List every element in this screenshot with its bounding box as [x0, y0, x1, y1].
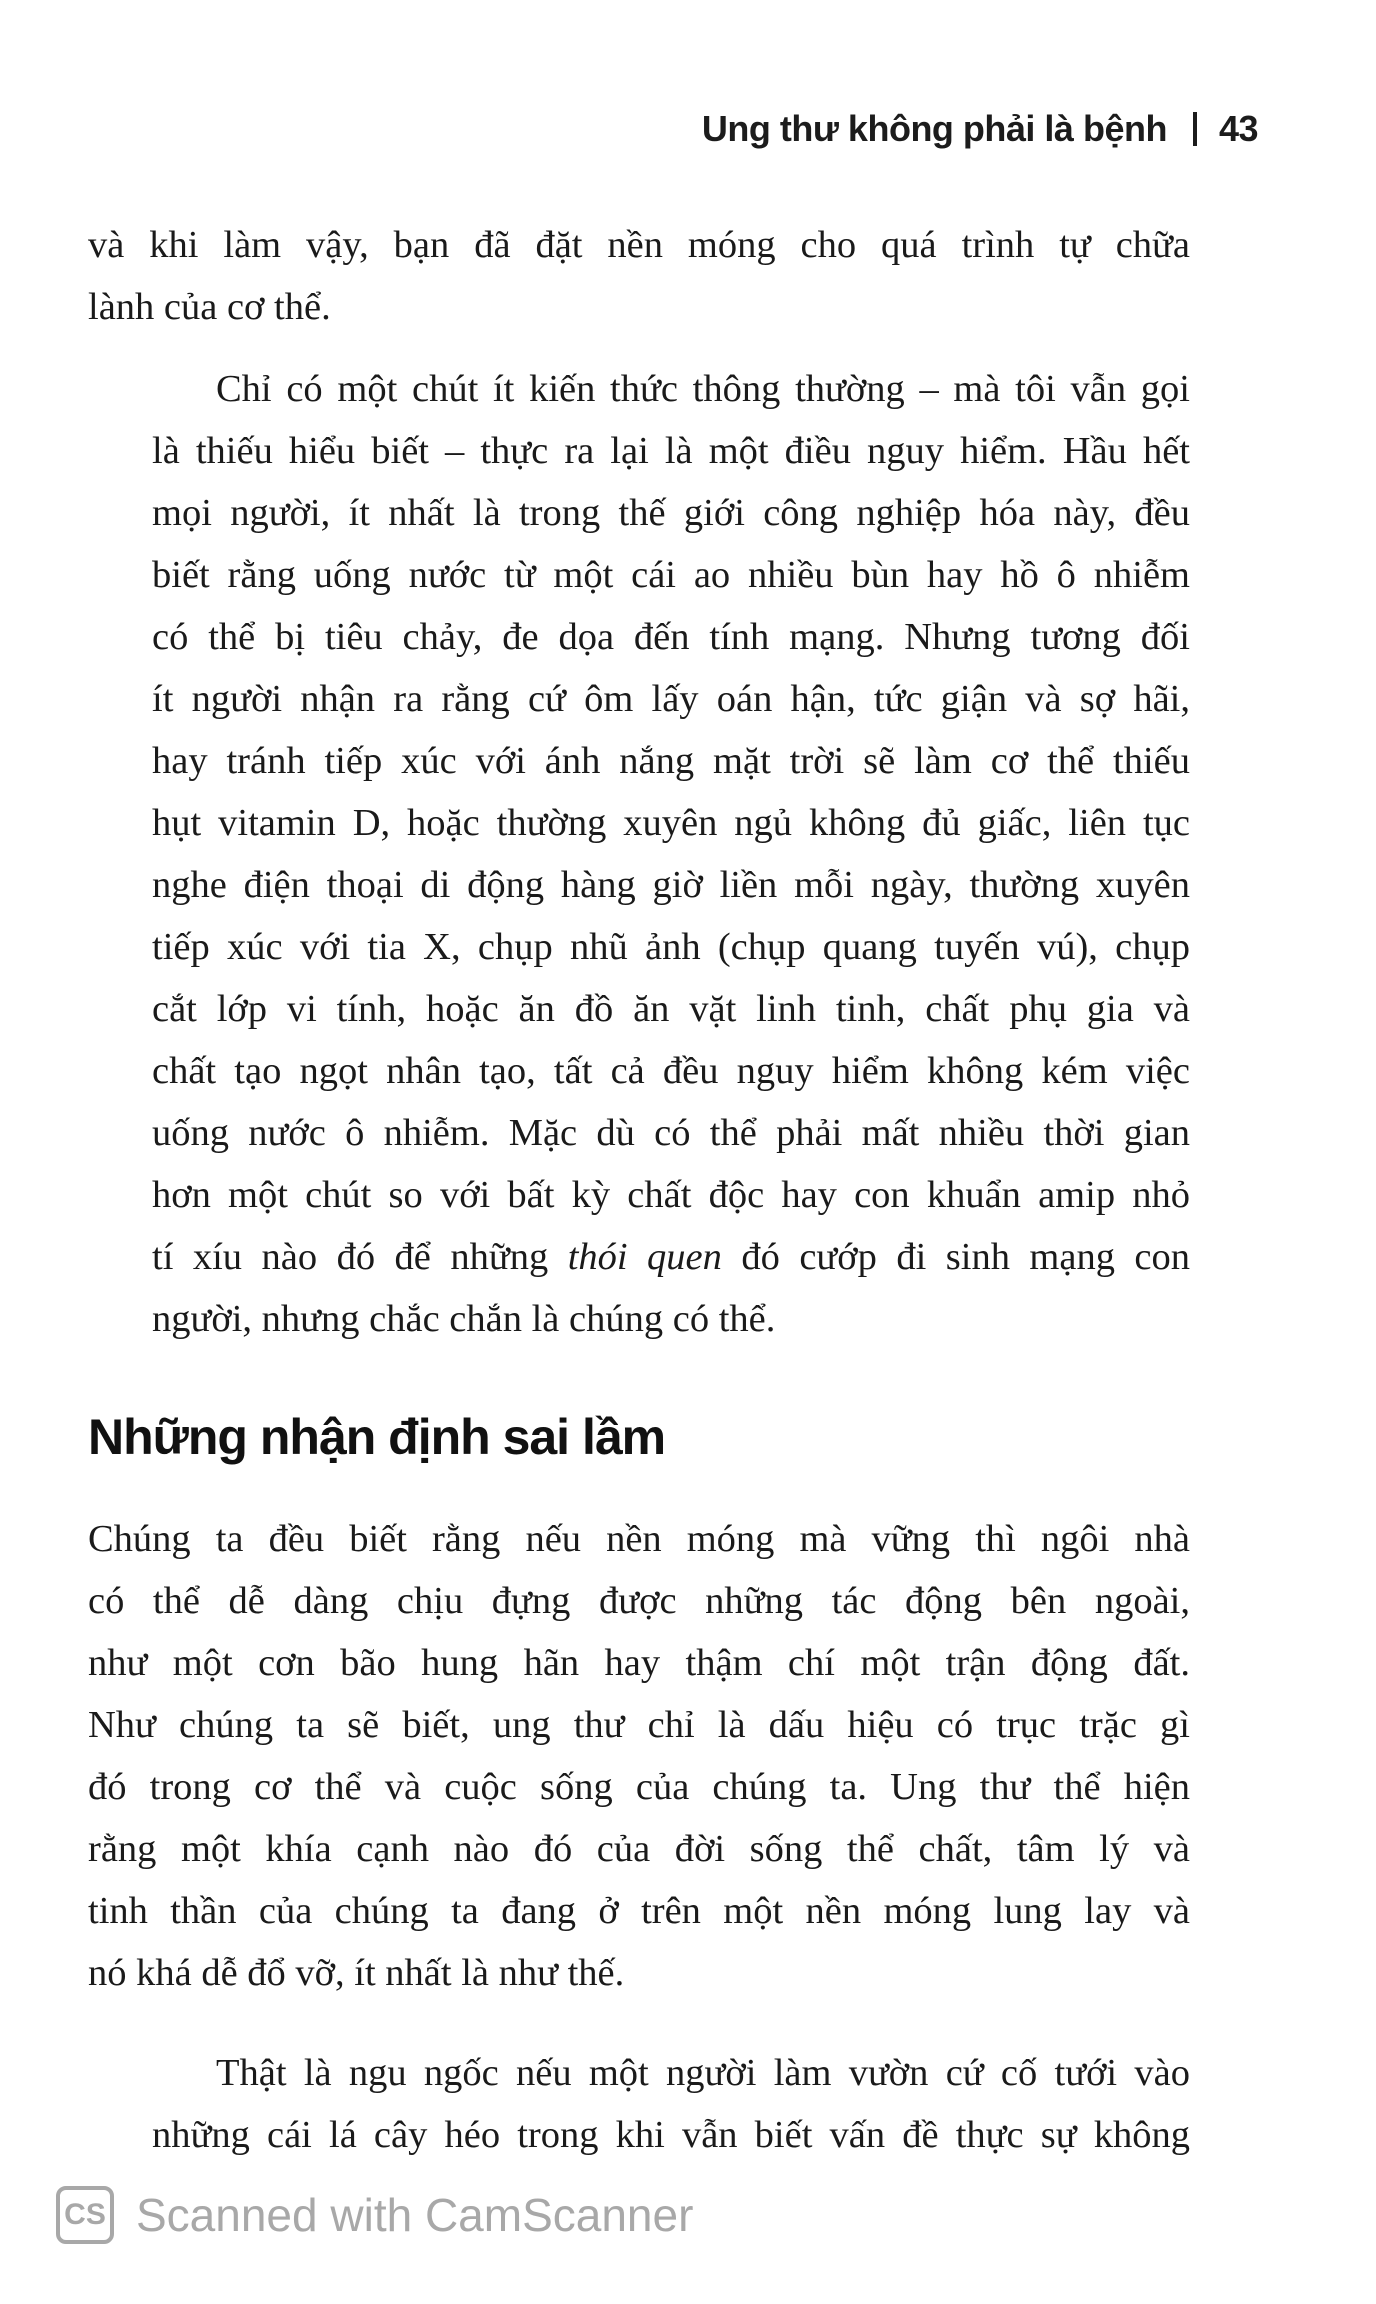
text-line: người, nhưng chắc chắn là chúng có thể.	[152, 1298, 776, 1340]
page-number: 43	[1218, 108, 1258, 149]
text-line: chất tạo ngọt nhân tạo, tất cả đều nguy hiểm không kém việc	[152, 1050, 1190, 1092]
text-run: tí xíu nào đó để những	[152, 1236, 568, 1278]
text-line: lành của cơ thể.	[88, 286, 331, 328]
paragraph-3	[88, 1508, 1190, 2004]
text-line: cắt lớp vi tính, hoặc ăn đồ ăn vặt linh tinh, chất phụ gia và	[152, 988, 1190, 1030]
running-head-separator	[1193, 112, 1197, 146]
text-line: có thể dễ dàng chịu đựng được những tác động bên ngoài,	[88, 1580, 1190, 1622]
camscanner-logo-icon: CS	[56, 2186, 114, 2244]
scanner-watermark	[56, 2186, 693, 2244]
text-line: uống nước ô nhiễm. Mặc dù có thể phải mất nhiều thời gian	[152, 1112, 1190, 1154]
text-line: Chỉ có một chút ít kiến thức thông thường – mà tôi vẫn gọi	[216, 368, 1190, 410]
paragraph-4	[88, 2042, 1190, 2166]
text-line: mọi người, ít nhất là trong thế giới công nghiệp hóa này, đều	[152, 492, 1190, 534]
text-line: là thiếu hiểu biết – thực ra lại là một điều nguy hiểm. Hầu hết	[152, 430, 1190, 472]
paragraph-1	[88, 214, 1190, 338]
watermark-text: Scanned with CamScanner	[136, 2189, 694, 2241]
text-line: nó khá dễ đổ vỡ, ít nhất là như thế.	[88, 1952, 625, 1994]
section-heading: Những nhận định sai lầm	[88, 1409, 666, 1465]
running-head-title: Ung thư không phải là bệnh	[701, 108, 1167, 149]
text-line: hơn một chút so với bất kỳ chất độc hay con khuẩn amip nhỏ	[152, 1174, 1190, 1216]
text-run: đó cướp đi sinh mạng con	[721, 1236, 1191, 1278]
text-line: biết rằng uống nước từ một cái ao nhiều bùn hay hồ ô nhiễm	[152, 554, 1190, 596]
text-line: và khi làm vậy, bạn đã đặt nền móng cho quá trình tự chữa	[88, 224, 1190, 266]
paragraph-2	[88, 358, 1190, 1350]
text-line: tinh thần của chúng ta đang ở trên một nền móng lung lay và	[88, 1890, 1190, 1932]
text-line: nghe điện thoại di động hàng giờ liền mỗi ngày, thường xuyên	[152, 864, 1190, 906]
text-line: ít người nhận ra rằng cứ ôm lấy oán hận, tức giận và sợ hãi,	[152, 678, 1190, 720]
text-line: Chúng ta đều biết rằng nếu nền móng mà vững thì ngôi nhà	[88, 1518, 1190, 1560]
text-line-with-emphasis	[88, 1226, 1190, 1288]
running-head	[702, 108, 1258, 150]
text-line: đó trong cơ thể và cuộc sống của chúng ta. Ung thư thể hiện	[88, 1766, 1190, 1808]
emphasis-text: thói quen	[567, 1236, 722, 1278]
text-line: hay tránh tiếp xúc với ánh nắng mặt trời sẽ làm cơ thể thiếu	[152, 740, 1190, 782]
text-line: hụt vitamin D, hoặc thường xuyên ngủ không đủ giấc, liên tục	[152, 802, 1190, 844]
text-line: có thể bị tiêu chảy, đe dọa đến tính mạng. Nhưng tương đối	[152, 616, 1190, 658]
text-line: rằng một khía cạnh nào đó của đời sống thể chất, tâm lý và	[88, 1828, 1190, 1870]
text-line: Như chúng ta sẽ biết, ung thư chỉ là dấu hiệu có trục trặc gì	[88, 1704, 1190, 1746]
text-line: tiếp xúc với tia X, chụp nhũ ảnh (chụp quang tuyến vú), chụp	[152, 926, 1190, 968]
text-line: như một cơn bão hung hãn hay thậm chí một trận động đất.	[88, 1642, 1190, 1684]
text-line: Thật là ngu ngốc nếu một người làm vườn cứ cố tưới vào	[216, 2052, 1190, 2094]
text-line: những cái lá cây héo trong khi vẫn biết vấn đề thực sự không	[152, 2114, 1190, 2156]
